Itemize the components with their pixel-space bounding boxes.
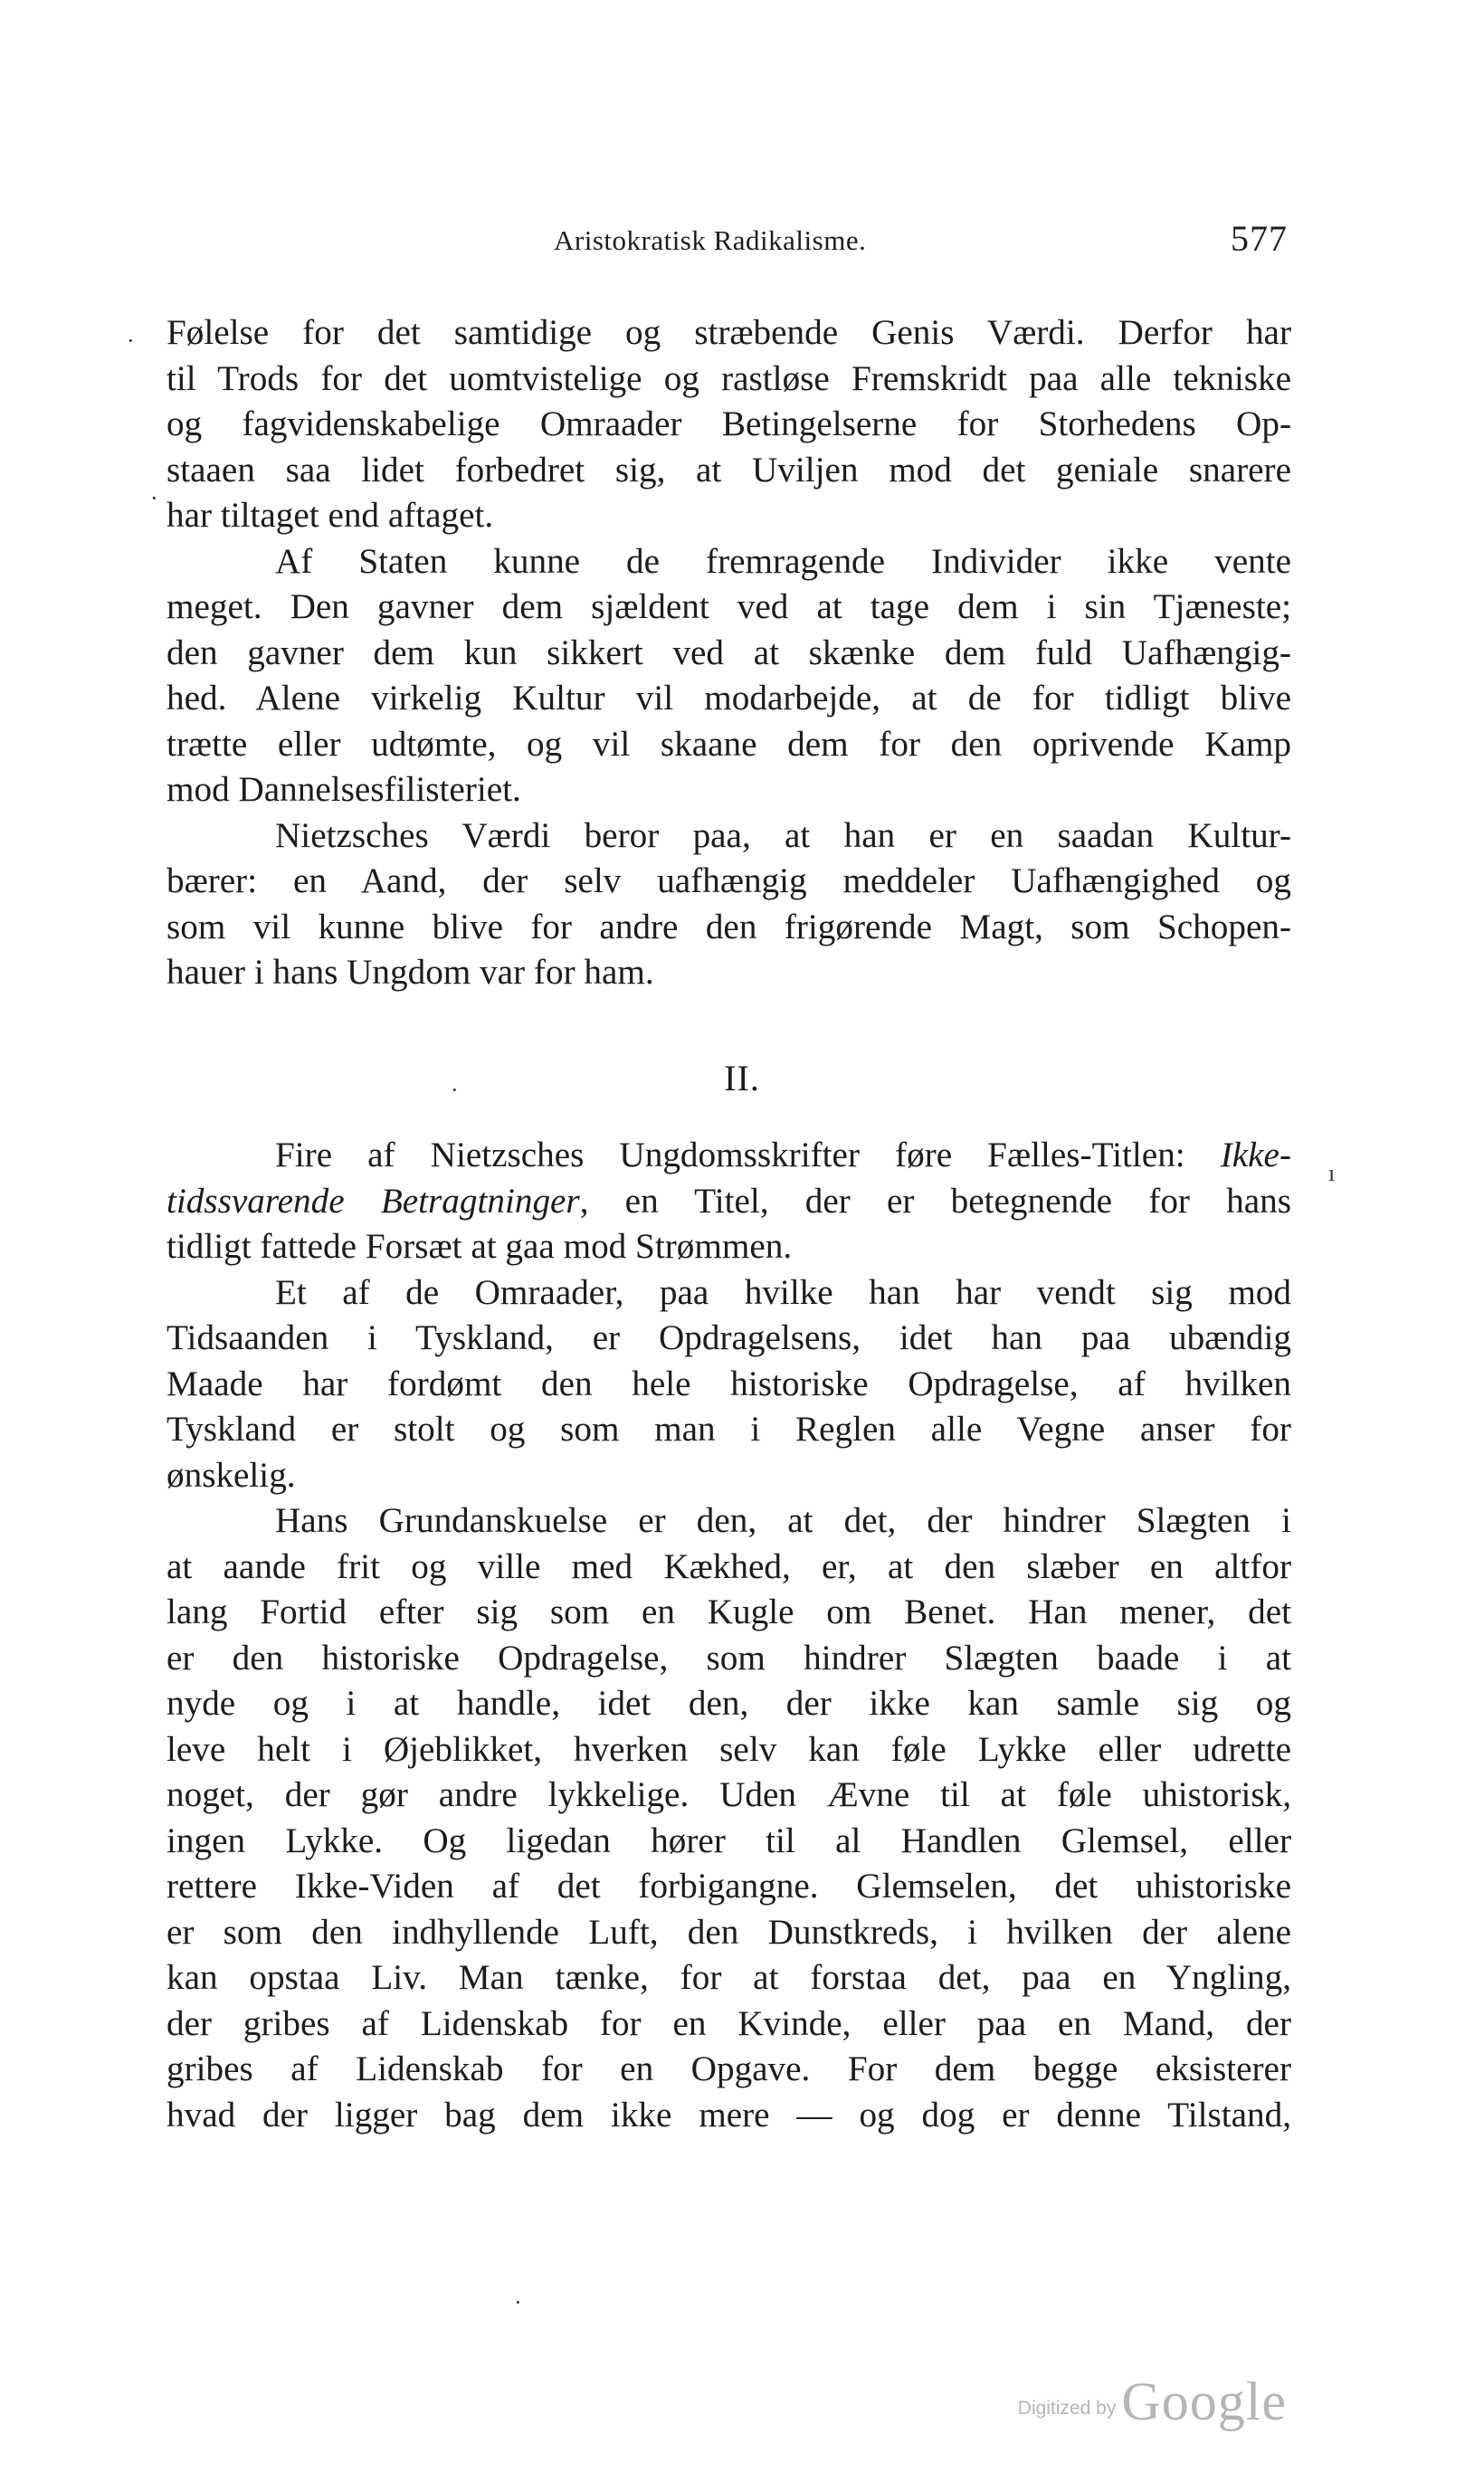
text-line: er som den indhyllende Luft, den Dunstkreds, i hvilken der alene xyxy=(166,1912,1291,1952)
book-title-italic: tidssvarende Betragtninger xyxy=(166,1181,580,1221)
text-line: Følelse for det samtidige og stræbende Genis Værdi. Derfor har xyxy=(166,313,1291,352)
text-line: hauer i hans Ungdom var for ham. xyxy=(166,953,654,992)
text-line: der gribes af Lidenskab for en Kvinde, eller paa en Mand, der xyxy=(166,2003,1291,2043)
text-line: bærer: en Aand, der selv uafhængig meddeler Uafhængighed og xyxy=(166,861,1291,900)
running-header: Aristokratisk Radikalisme. xyxy=(554,224,867,256)
text-line: at aande frit og ville med Kækhed, er, at den slæber en altfor xyxy=(166,1546,1291,1586)
text-line: ønskelig. xyxy=(166,1455,296,1495)
text-line: Et af de Omraader, paa hvilke han har vendt sig mod xyxy=(275,1272,1291,1312)
text-line: Tidsaanden i Tyskland, er Opdragelsens, idet han paa ubændig xyxy=(166,1318,1291,1357)
text-line: ingen Lykke. Og ligedan hører til al Handlen Glemsel, eller xyxy=(166,1821,1291,1860)
text-line: mod Dannelsesfilisteriet. xyxy=(166,770,521,809)
text-line: rettere Ikke-Viden af det forbigangne. Glemselen, det uhistoriske xyxy=(166,1867,1291,1906)
text-line: Hans Grundanskuelse er den, at det, der hindrer Slægten i xyxy=(275,1501,1291,1540)
text-block-section-two xyxy=(166,1133,1291,2138)
text-line xyxy=(166,1179,1291,1225)
text-line: tidligt fattede Forsæt at gaa mod Strømmen. xyxy=(166,1227,793,1266)
text-line: meget. Den gavner dem sjældent ved at tage dem i sin Tjæneste; xyxy=(166,587,1291,626)
book-title-italic: Ikke- xyxy=(1220,1136,1291,1174)
scan-speck: · xyxy=(150,485,158,511)
page-number: 577 xyxy=(1231,218,1288,259)
text-span: , en Titel, der er betegnende for hans xyxy=(579,1181,1292,1221)
text-span: Fire af Nietzsches Ungdomsskrifter føre Fælles-Titlen: xyxy=(275,1136,1221,1174)
text-line: og fagvidenskabelige Omraader Betingelserne for Storhedens Op- xyxy=(166,404,1291,443)
text-line: lang Fortid efter sig som en Kugle om Benet. Han mener, det xyxy=(166,1593,1291,1631)
text-line: gribes af Lidenskab for en Opgave. For dem begge eksisterer xyxy=(166,2049,1291,2088)
text-line: Nietzsches Værdi beror paa, at han er en saadan Kultur- xyxy=(275,815,1291,855)
text-line: kan opstaa Liv. Man tænke, for at forstaa det, paa en Yngling, xyxy=(166,1958,1291,1997)
digitized-watermark xyxy=(1018,2371,1287,2433)
text-line: nyde og i at handle, idet den, der ikke kan samle sig og xyxy=(166,1684,1291,1723)
scan-speck: · xyxy=(514,2289,522,2315)
text-line: trætte eller udtømte, og vil skaane dem for den oprivende Kamp xyxy=(166,724,1291,764)
text-line: noget, der gør andre lykkelige. Uden Ævne til at føle uhistorisk, xyxy=(166,1775,1291,1814)
text-line: Tyskland er stolt og som man i Reglen alle Vegne anser for xyxy=(166,1410,1291,1449)
watermark-caption: Digitized by xyxy=(1017,2398,1117,2419)
google-logo: Google xyxy=(1121,2372,1287,2431)
text-line xyxy=(166,1133,1291,1179)
text-line: Af Staten kunne de fremragende Individer ikke vente xyxy=(275,541,1291,581)
text-line: til Trods for det uomtvistelige og rastløse Fremskridt paa alle tekniske xyxy=(166,358,1291,398)
scan-speck: · xyxy=(451,1077,459,1103)
text-line: leve helt i Øjeblikket, hverken selv kan føle Lykke eller udrette xyxy=(166,1729,1291,1769)
text-line: den gavner dem kun sikkert ved at skænke dem fuld Uafhængig- xyxy=(166,632,1291,672)
text-line: Maade har fordømt den hele historiske Opdragelse, af hvilken xyxy=(166,1364,1291,1403)
text-line: er den historiske Opdragelse, som hindrer Slægten baade i at xyxy=(166,1638,1291,1678)
text-line: hed. Alene virkelig Kultur vil modarbejde, at de for tidligt blive xyxy=(166,679,1291,718)
text-line: som vil kunne blive for andre den frigørende Magt, som Schopen- xyxy=(166,907,1291,946)
scan-speck: ı xyxy=(1328,1160,1336,1186)
text-line: hvad der ligger bag dem ikke mere — og dog er denne Tilstand, xyxy=(166,2095,1291,2134)
text-line: har tiltaget end aftaget. xyxy=(166,496,494,535)
scan-speck: · xyxy=(127,328,135,354)
section-heading: II. xyxy=(724,1058,760,1098)
text-block-before-section xyxy=(166,310,1291,996)
text-line: staaen saa lidet forbedret sig, at Uviljen mod det geniale snarere xyxy=(166,450,1291,490)
